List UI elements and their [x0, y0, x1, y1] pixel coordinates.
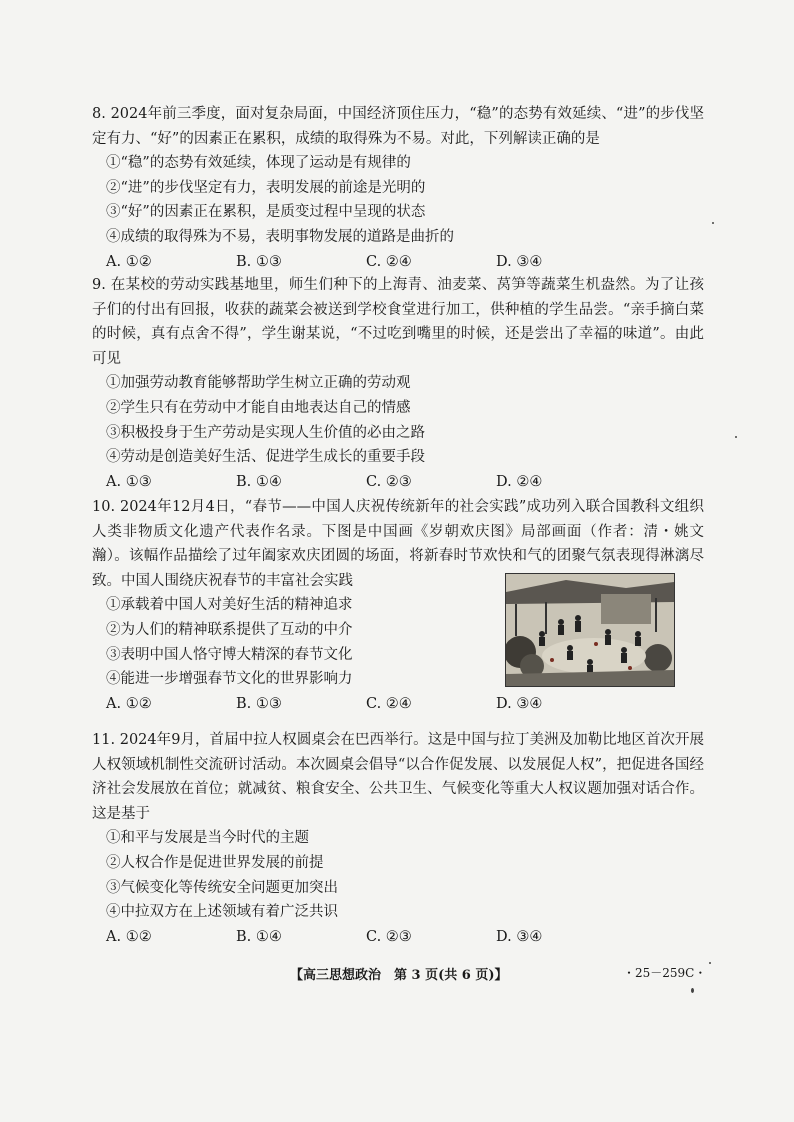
- question-11-stem: 11. 2024年9月，首届中拉人权圆桌会在巴西举行。这是中国与拉丁美洲及加勒比地区首次开展人权领域机制性交流研讨活动。本次圆桌会倡导“以合作促发展、以发展促人权”，把促进各国经济社会发展放在首位；就减贫、粮食安全、公共卫生、气候变化等重大人权议题加强对话合作。这是基于: [92, 732, 704, 822]
- question-9-option-4: ④劳动是创造美好生活、促进学生成长的重要手段: [106, 449, 425, 466]
- question-10-option-4: ④能进一步增强春节文化的世界影响力: [106, 671, 353, 688]
- choice-c: C. ②④: [366, 253, 412, 270]
- choice-a: A. ①②: [106, 695, 152, 712]
- footer-page-info: 【高三思想政治 第 3 页(共 6 页)】: [290, 968, 508, 983]
- question-9-option-1: ①加强劳动教育能够帮助学生树立正确的劳动观: [106, 375, 411, 392]
- question-9-choices: [92, 470, 704, 495]
- choice-d: D. ③④: [496, 928, 543, 945]
- footer-code: ・25－259C・: [623, 966, 707, 980]
- question-11-choices: [92, 925, 704, 950]
- question-10-choices: [92, 692, 704, 717]
- question-11-option-2: ②人权合作是促进世界发展的前提: [106, 854, 324, 871]
- choice-b: B. ①③: [236, 695, 282, 712]
- question-11-option-3: ③气候变化等传统安全问题更加突出: [106, 879, 338, 896]
- question-8-option-4: ④成绩的取得殊为不易，表明事物发展的道路是曲折的: [106, 228, 454, 245]
- question-9: [92, 273, 704, 494]
- question-10-stem: 10. 2024年12月4日，“春节——中国人庆祝传统新年的社会实践”成功列入联合国教科文组织人类非物质文化遗产代表作名录。下图是中国画《岁朝欢庆图》局部画面（作者：清・姚文瀚）。该幅作品描绘了过年阖家欢庆团圆的场面，将新春时节欢快和气的团聚气氛表现得淋漓尽致。中国人围绕庆祝春节的丰富社会实践: [92, 499, 704, 589]
- question-9-stem: 9. 在某校的劳动实践基地里，师生们种下的上海青、油麦菜、莴笋等蔬菜生机盎然。为了让孩子们的付出有回报，收获的蔬菜会被送到学校食堂进行加工，供种植的学生品尝。“亲手摘白菜的时候，真有点舍不得”，学生谢某说，“不过吃到嘴里的时候，还是尝出了幸福的味道”。由此可见: [92, 277, 704, 367]
- question-11-option-1: ①和平与发展是当今时代的主题: [106, 830, 309, 847]
- question-8: [92, 102, 704, 274]
- question-8-option-2: ②“进”的步伐坚定有力，表明发展的前途是光明的: [106, 179, 426, 196]
- question-8-option-1: ①“稳”的态势有效延续，体现了运动是有规律的: [106, 155, 411, 172]
- question-9-option-3: ③积极投身于生产劳动是实现人生价值的必由之路: [106, 424, 425, 441]
- choice-d: D. ③④: [496, 253, 543, 270]
- choice-b: B. ①③: [236, 253, 282, 270]
- scan-speck: [709, 962, 711, 964]
- choice-a: A. ①②: [106, 253, 152, 270]
- choice-b: B. ①④: [236, 473, 282, 490]
- question-10-option-1: ①承载着中国人对美好生活的精神追求: [106, 597, 353, 614]
- choice-a: A. ①③: [106, 473, 152, 490]
- question-8-choices: [92, 250, 704, 275]
- scan-speck: [691, 988, 694, 993]
- question-10-option-2: ②为人们的精神联系提供了互动的中介: [106, 621, 353, 638]
- question-8-option-3: ③“好”的因素正在累积，是质变过程中呈现的状态: [106, 204, 426, 221]
- question-9-option-2: ②学生只有在劳动中才能自由地表达自己的情感: [106, 399, 411, 416]
- choice-d: D. ③④: [496, 695, 543, 712]
- painting-image: [505, 573, 675, 687]
- question-8-stem: 8. 2024年前三季度，面对复杂局面，中国经济顶住压力，“稳”的态势有效延续、“进”的步伐坚定有力、“好”的因素正在累积，成绩的取得殊为不易。对此，下列解读正确的是: [92, 106, 704, 147]
- choice-c: C. ②③: [366, 473, 412, 490]
- question-11: [92, 728, 704, 949]
- scan-speck: [735, 436, 737, 438]
- choice-c: C. ②④: [366, 695, 412, 712]
- choice-d: D. ②④: [496, 473, 543, 490]
- question-11-option-4: ④中拉双方在上述领域有着广泛共识: [106, 904, 338, 921]
- choice-b: B. ①④: [236, 928, 282, 945]
- choice-c: C. ②③: [366, 928, 412, 945]
- question-10-option-3: ③表明中国人恪守博大精深的春节文化: [106, 646, 353, 663]
- scan-speck: [712, 222, 714, 224]
- choice-a: A. ①②: [106, 928, 152, 945]
